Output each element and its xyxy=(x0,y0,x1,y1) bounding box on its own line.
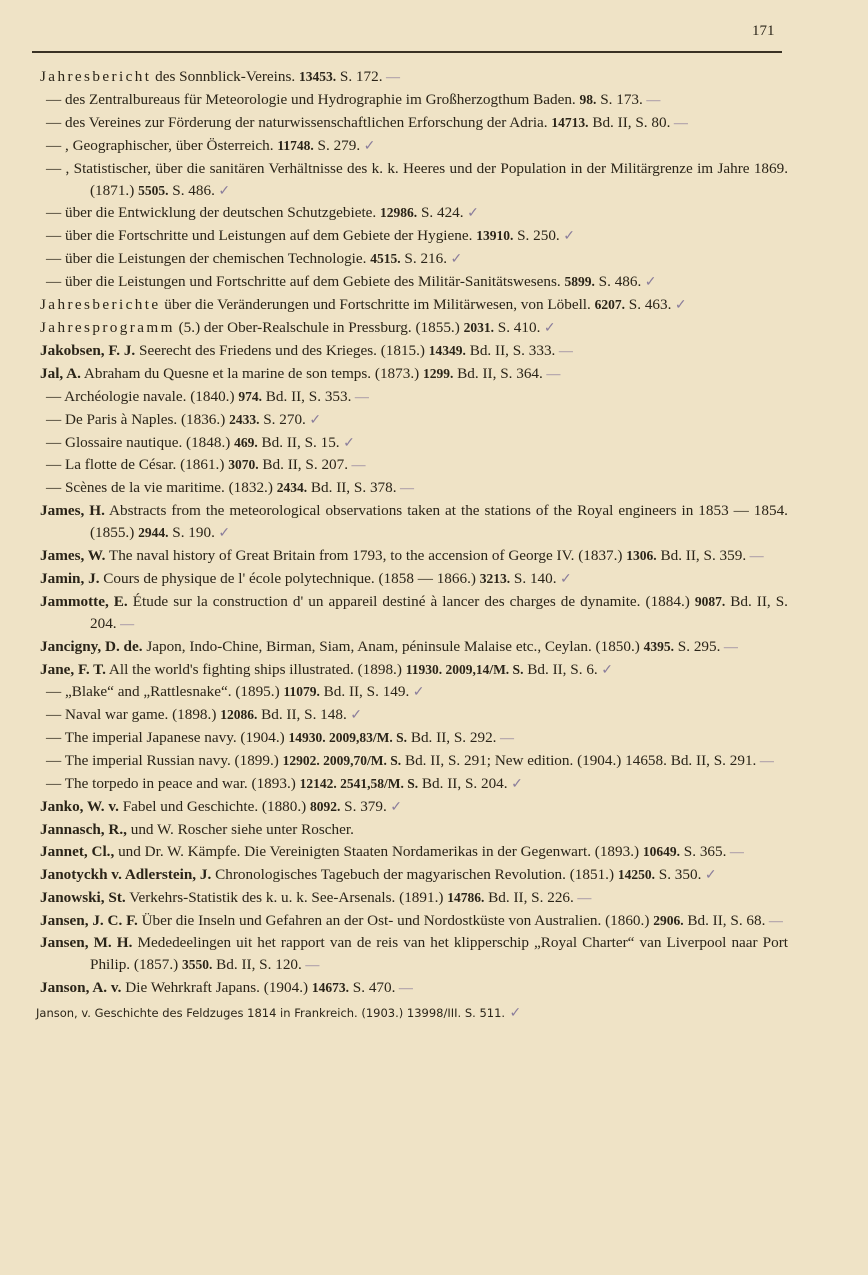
entry-title: — The torpedo in peace and war. (1893.) xyxy=(46,775,300,793)
check-mark: ✓ xyxy=(360,138,376,154)
check-mark: — xyxy=(765,913,783,929)
bibliography-subentry xyxy=(36,432,788,455)
entry-number: 12086. xyxy=(220,707,258,723)
entry-reference: Bd. II, S. 15. xyxy=(257,433,340,451)
check-mark: — xyxy=(348,458,366,474)
check-mark: ✓ xyxy=(597,662,613,678)
bibliography-subentry xyxy=(36,271,788,294)
entry-author: Jamin, J. xyxy=(40,569,100,587)
entry-reference: S. 279. xyxy=(313,136,361,154)
entry-number: 5899. xyxy=(564,274,595,290)
entry-number: 2031. xyxy=(463,319,494,335)
bibliography-subentry xyxy=(36,773,788,796)
entry-author: Janko, W. v. xyxy=(40,798,119,815)
entry-reference: Bd. II, S. 80. xyxy=(588,113,671,131)
entry-author: Jakobsen, F. J. xyxy=(40,341,136,359)
entry-number: 5505. xyxy=(138,182,169,198)
entry-reference: S. 410. xyxy=(493,318,541,336)
entry-title: — über die Fortschritte und Leistungen auf dem Gebiete der Hygiene. xyxy=(46,227,477,245)
entry-title: — Scènes de la vie maritime. (1832.) xyxy=(46,479,277,497)
bibliography-entry xyxy=(36,294,788,317)
check-mark: — xyxy=(116,616,135,632)
entry-text: Janson, v. Geschichte des Feldzuges 1814 in Frankreich. (1903.) 13998/III. S. 511. xyxy=(36,1006,506,1021)
check-mark: ✓ xyxy=(214,183,231,199)
entry-number: 13453. xyxy=(298,69,337,84)
bibliography-subentry xyxy=(36,409,788,432)
entry-author: Jansen, M. H. xyxy=(40,934,133,952)
bibliography-subentry xyxy=(36,454,788,477)
check-mark: — xyxy=(642,92,661,108)
bibliography-entry xyxy=(36,887,788,910)
bibliography-entry xyxy=(36,910,788,933)
entry-reference: Bd. II, S. 359. xyxy=(656,547,747,565)
entry-author: Jancigny, D. de. xyxy=(40,637,143,655)
bibliography-entry-final xyxy=(36,1002,788,1024)
bibliography-entry xyxy=(36,568,788,591)
page-number: 171 xyxy=(752,23,775,39)
entry-title: Mededeelingen uit het rapport van de reis van het klipperschip „Royal Charter“ van Liverpool naar Port Philip. (1857.) xyxy=(90,934,788,974)
bibliography-subentry xyxy=(36,135,788,158)
check-mark: — xyxy=(670,115,688,131)
entry-title: Die Wehrkraft Japans. (1904.) xyxy=(121,979,312,997)
entry-number: 2944. xyxy=(138,525,169,541)
bibliography-entry xyxy=(36,545,788,568)
check-mark: ✓ xyxy=(641,275,657,291)
entry-heading: Jahresprogramm xyxy=(40,318,175,336)
entry-title: All the world's fighting ships illustrated. (1898.) xyxy=(105,660,406,678)
entry-reference: Bd. II, S. 291; New edition. (1904.) 14658. Bd. II, S. 291. xyxy=(401,752,757,770)
check-mark: — xyxy=(301,958,320,974)
check-mark: ✓ xyxy=(346,708,362,724)
entry-number: 14713. xyxy=(551,114,589,130)
bibliography-entry xyxy=(36,363,788,386)
check-mark: ✓ xyxy=(507,777,523,793)
entry-reference: Bd. II, S. 292. xyxy=(407,729,497,747)
entry-heading: Jahresberichte xyxy=(40,296,161,314)
bibliography-entry xyxy=(36,659,788,682)
bibliography-entry xyxy=(36,636,788,659)
check-mark: ✓ xyxy=(214,526,231,542)
entry-reference: S. 350. xyxy=(654,865,702,883)
check-mark: — xyxy=(395,981,413,997)
bibliography-entry xyxy=(36,864,788,887)
entry-author: Jammotte, E. xyxy=(40,592,128,610)
entry-title: Abraham du Quesne et la marine de son temps. (1873.) xyxy=(80,364,423,382)
bibliography-subentry xyxy=(36,386,788,409)
entry-title: Cours de physique de l' école polytechnique. (1858 — 1866.) xyxy=(99,569,480,587)
entry-reference: S. 470. xyxy=(349,979,396,997)
entry-number: 14250. xyxy=(617,866,655,882)
check-mark: — xyxy=(756,754,774,770)
bibliography-subentry xyxy=(36,750,788,773)
check-mark: — xyxy=(396,481,415,497)
header-rule xyxy=(32,51,782,53)
check-mark: — xyxy=(351,389,369,405)
entry-title: Abstracts from the meteorological observations taken at the stations of the Royal engineers in 1853 — 1854. (1855.) xyxy=(90,502,788,542)
entry-title: — Naval war game. (1898.) xyxy=(46,706,221,724)
entry-number: 14930. 2009,83/M. S. xyxy=(288,730,408,746)
entry-number: 98. xyxy=(579,91,597,107)
entry-reference: Bd. II, S. 353. xyxy=(261,387,352,405)
check-mark: ✓ xyxy=(671,298,687,314)
entry-number: 11930. 2009,14/M. S. xyxy=(405,661,524,677)
entry-number: 3070. xyxy=(228,457,259,473)
entry-title: — über die Leistungen der chemischen Technologie. xyxy=(46,250,371,268)
entry-number: 12142. 2541,58/M. S. xyxy=(299,776,419,792)
entry-reference: Bd. II, S. 226. xyxy=(484,888,574,906)
bibliography-entry xyxy=(36,841,788,864)
entry-reference: S. 216. xyxy=(400,250,448,268)
entry-number: 2434. xyxy=(276,480,308,496)
entry-number: 974. xyxy=(238,388,262,404)
check-mark: ✓ xyxy=(339,435,355,451)
bibliography-subentry xyxy=(36,477,788,500)
check-mark: — xyxy=(720,639,738,655)
entry-author: Jane, F. T. xyxy=(40,660,106,678)
bibliography-entry xyxy=(36,796,788,819)
check-mark: ✓ xyxy=(505,1005,522,1022)
bibliography-entry xyxy=(36,340,788,363)
entry-title: — La flotte de César. (1861.) xyxy=(46,456,229,474)
entry-reference: S. 173. xyxy=(596,90,643,108)
entry-title: — The imperial Russian navy. (1899.) xyxy=(46,752,283,770)
entry-title: Verkehrs-Statistik des k. u. k. See-Arsenals. (1891.) xyxy=(125,888,448,906)
check-mark: ✓ xyxy=(559,229,575,245)
entry-reference: S. 463. xyxy=(625,296,672,314)
entry-title: Fabel und Geschichte. (1880.) xyxy=(118,798,310,815)
entry-author: Jannasch, R., xyxy=(40,820,127,838)
bibliography-subentry xyxy=(36,225,788,248)
entry-title: und W. Roscher siehe unter Roscher. xyxy=(126,820,354,838)
entry-number: 14349. xyxy=(428,342,466,358)
entry-number: 1299. xyxy=(423,365,454,381)
entry-title: — „Blake“ and „Rattlesnake“. (1895.) xyxy=(46,683,284,701)
entry-title: über die Veränderungen und Fortschritte im Militärwesen, von Löbell. xyxy=(160,296,595,314)
entry-title: — Glossaire nautique. (1848.) xyxy=(46,433,235,451)
entry-author: James, W. xyxy=(40,547,106,565)
entry-number: 12986. xyxy=(380,205,418,221)
check-mark: — xyxy=(726,844,744,860)
check-mark: ✓ xyxy=(701,867,717,883)
entry-title: — des Zentralbureaus für Meteorologie und Hydrographie im Großherzogthum Baden. xyxy=(46,90,580,108)
check-mark: ✓ xyxy=(447,252,463,268)
entry-title: The naval history of Great Britain from 1793, to the accension of George IV. (1837.) xyxy=(105,547,627,565)
entry-author: Jal, A. xyxy=(40,364,81,382)
entry-reference: S. 424. xyxy=(417,204,464,222)
entry-title: Chronologisches Tagebuch der magyarischen Revolution. (1851.) xyxy=(211,865,618,883)
entry-reference: S. 250. xyxy=(513,227,560,245)
entry-number: 8092. xyxy=(310,799,341,814)
check-mark: ✓ xyxy=(409,685,425,701)
bibliography-entry xyxy=(36,66,788,89)
entry-title: — The imperial Japanese navy. (1904.) xyxy=(46,729,289,747)
entry-title: Über die Inseln und Gefahren an der Ost- und Nordostküste von Australien. (1860.) xyxy=(137,911,654,929)
entry-reference: Bd. II, S. 149. xyxy=(319,683,410,701)
check-mark: — xyxy=(496,731,514,747)
bibliography-subentry xyxy=(36,158,788,203)
check-mark: ✓ xyxy=(386,800,403,815)
bibliography-entries xyxy=(36,66,788,1024)
check-mark: — xyxy=(542,366,561,382)
entry-reference: S. 270. xyxy=(259,410,306,428)
entry-reference: Bd. II, S. 333. xyxy=(465,341,556,359)
entry-title: — über die Entwicklung der deutschen Schutzgebiete. xyxy=(46,204,381,222)
check-mark: — xyxy=(555,343,573,359)
entry-title: — Archéologie navale. (1840.) xyxy=(46,387,239,405)
check-mark: — xyxy=(746,549,764,565)
entry-reference: S. 140. xyxy=(510,569,557,587)
entry-title: und Dr. W. Kämpfe. Die Vereinigten Staaten Nordamerikas in der Gegenwart. (1893.) xyxy=(114,842,643,860)
entry-number: 469. xyxy=(234,434,258,450)
entry-number: 1306. xyxy=(626,548,657,564)
bibliography-entry xyxy=(36,932,788,977)
entry-reference: Bd. II, S. 378. xyxy=(307,479,397,497)
entry-reference: S. 295. xyxy=(674,637,721,655)
bibliography-subentry xyxy=(36,202,788,225)
check-mark: — xyxy=(382,70,401,85)
entry-number: 14786. xyxy=(447,889,485,905)
entry-title: — des Vereines zur Förderung der naturwissenschaftlichen Erforschung der Adria. xyxy=(46,113,552,131)
entry-title: Seerecht des Friedens und des Krieges. (1815.) xyxy=(135,341,429,359)
bibliography-entry xyxy=(36,819,788,841)
entry-reference: Bd. II, S. 148. xyxy=(257,706,347,724)
check-mark: — xyxy=(573,890,592,906)
entry-reference: S. 172. xyxy=(336,68,383,85)
entry-number: 2906. xyxy=(653,912,684,928)
entry-reference: Bd. II, S. 120. xyxy=(212,956,302,974)
check-mark: ✓ xyxy=(463,206,479,222)
check-mark: ✓ xyxy=(305,412,322,428)
entry-reference: S. 486. xyxy=(168,181,215,199)
entry-title: — De Paris à Naples. (1836.) xyxy=(46,410,230,428)
entry-author: Jansen, J. C. F. xyxy=(40,911,138,929)
entry-title: Étude sur la construction d' un appareil destiné à lancer des charges de dynamite. (1884.) xyxy=(127,592,695,610)
entry-number: 13910. xyxy=(476,228,514,244)
entry-reference: S. 365. xyxy=(680,842,727,860)
bibliography-subentry xyxy=(36,112,788,135)
check-mark: ✓ xyxy=(556,571,572,587)
entry-number: 6207. xyxy=(594,297,625,313)
bibliography-entry xyxy=(36,317,788,340)
bibliography-subentry xyxy=(36,681,788,704)
entry-number: 10649. xyxy=(642,843,680,859)
bibliography-subentry xyxy=(36,89,788,112)
bibliography-entry xyxy=(36,591,788,636)
entry-number: 11748. xyxy=(277,137,314,153)
bibliography-subentry xyxy=(36,704,788,727)
entry-reference: Bd. II, S. 68. xyxy=(683,911,766,929)
entry-number: 3213. xyxy=(479,570,511,586)
entry-author: Janson, A. v. xyxy=(40,979,122,997)
entry-number: 11079. xyxy=(283,684,320,700)
entry-author: Janotyckh v. Adlerstein, J. xyxy=(40,865,212,883)
entry-title: (5.) der Ober-Realschule in Pressburg. (1855.) xyxy=(174,318,464,336)
entry-author: James, H. xyxy=(40,502,105,520)
entry-reference: Bd. II, S. 6. xyxy=(523,660,598,678)
entry-number: 4395. xyxy=(643,638,674,654)
entry-number: 3550. xyxy=(181,957,213,973)
entry-number: 14673. xyxy=(311,980,349,996)
entry-author: Janowski, St. xyxy=(40,888,126,906)
entry-number: 12902. 2009,70/M. S. xyxy=(282,753,402,769)
entry-number: 9087. xyxy=(694,593,726,609)
bibliography-entry xyxy=(36,500,788,545)
entry-title: Japon, Indo-Chine, Birman, Siam, Anam, péninsule Malaise etc., Ceylan. (1850.) xyxy=(142,637,644,655)
entry-author: Jannet, Cl., xyxy=(40,842,115,860)
entry-title: — über die Leistungen und Fortschritte auf dem Gebiete des Militär-Sanitätswesens. xyxy=(46,273,565,291)
entry-number: 4515. xyxy=(370,251,401,267)
bibliography-subentry xyxy=(36,248,788,271)
entry-reference: S. 190. xyxy=(168,524,215,542)
entry-reference: S. 486. xyxy=(594,273,642,291)
entry-reference: Bd. II, S. 207. xyxy=(258,456,349,474)
entry-reference: S. 379. xyxy=(340,798,387,815)
entry-reference: Bd. II, S. 204. xyxy=(418,775,508,793)
entry-title: — , Geographischer, über Österreich. xyxy=(46,136,278,154)
bibliography-subentry xyxy=(36,727,788,750)
entry-heading: Jahresbericht xyxy=(40,68,152,85)
entry-reference: Bd. II, S. 204. xyxy=(90,592,788,632)
entry-number: 2433. xyxy=(229,411,260,427)
entry-title: — , Statistischer, über die sanitären Verhältnisse des k. k. Heeres und der Population in der Militärgrenze im Jahre 1869. (1871.) xyxy=(46,159,788,199)
check-mark: ✓ xyxy=(540,320,556,336)
entry-reference: Bd. II, S. 364. xyxy=(453,364,543,382)
entry-title: des Sonnblick-Vereins. xyxy=(151,68,299,85)
bibliography-entry xyxy=(36,977,788,1000)
